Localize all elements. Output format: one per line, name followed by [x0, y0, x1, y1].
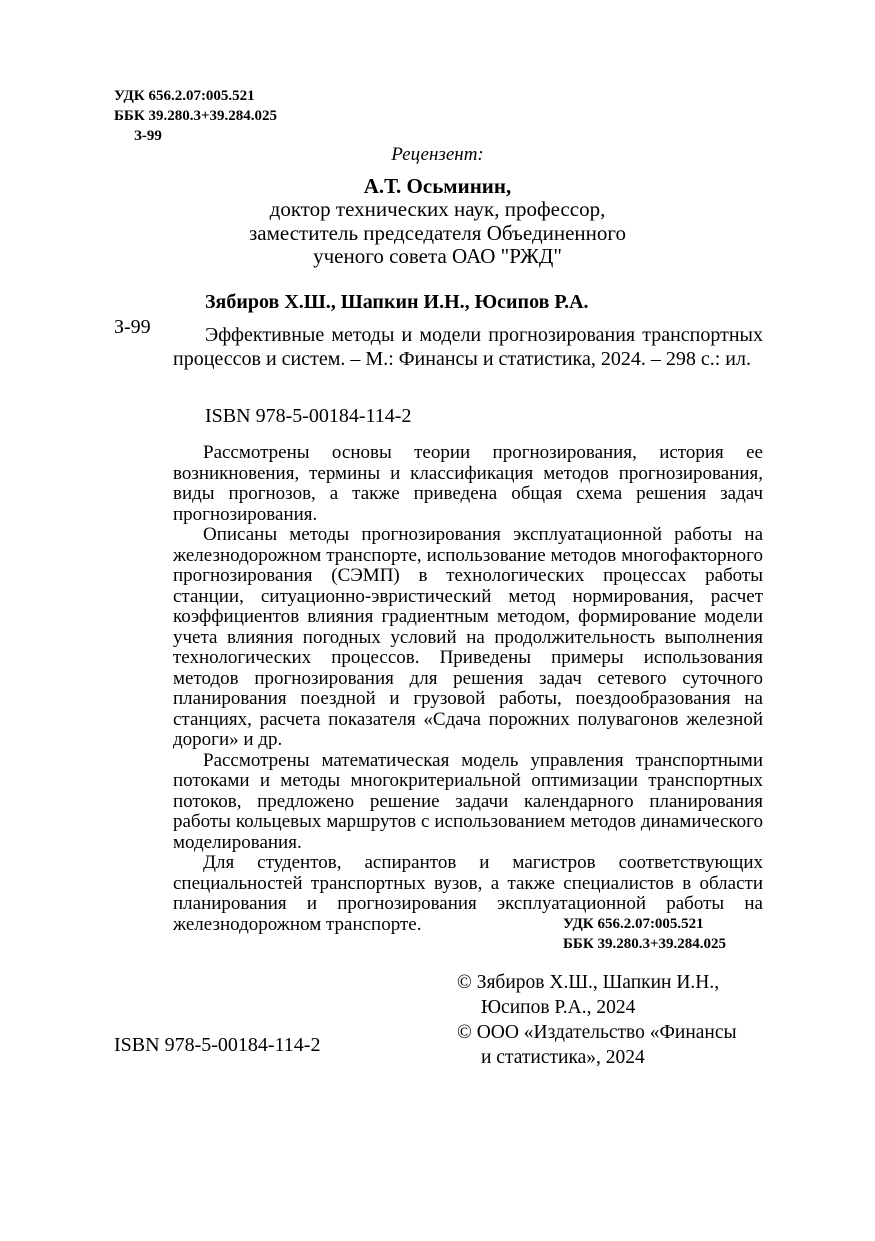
- reviewer-name: А.Т. Осьминин,: [363, 174, 512, 198]
- footer-bbk-code: ББК 39.280.3+39.284.025: [563, 936, 727, 952]
- catalog-authors: Зябиров Х.Ш., Шапкин И.Н., Юсипов Р.А.: [205, 291, 589, 313]
- footer-codes: [563, 914, 726, 954]
- catalog-mark: З-99: [114, 316, 151, 338]
- bbk-code: ББК 39.280.3+39.284.025: [114, 108, 278, 124]
- catalog-description: Эффективные методы и модели прогнозирования транспортных процессов и систем. – М.: Финансы и статистика, 2024. – 298 с.: ил.: [173, 324, 763, 370]
- reviewer-label: Рецензент:: [391, 144, 484, 165]
- annotation-paragraph: Рассмотрены математическая модель управления транспортными потоками и методы многокритериальной оптимизации транспортных потоков, предложено решение задачи календарного планирования работы кольцевых маршрутов с использованием методов динамического моделирования.: [173, 749, 763, 853]
- copyright-authors-cont: Юсипов Р.А., 2024: [481, 997, 636, 1018]
- copyright-block: [457, 970, 737, 1070]
- reviewer-line: ученого совета ОАО "РЖД": [313, 244, 562, 268]
- copyright-authors: © Зябиров Х.Ш., Шапкин И.Н.,: [457, 972, 720, 993]
- copyright-publisher: © ООО «Издательство «Финансы: [457, 1022, 737, 1043]
- annotation: [173, 443, 763, 935]
- annotation-paragraph: Для студентов, аспирантов и магистров соответствующих специальностей транспортных вузов, а также специалистов в области планирования и прогнозирования эксплуатационной работы на железнодорожном транспорте.: [173, 852, 763, 935]
- footer-udk-code: УДК 656.2.07:005.521: [563, 916, 704, 932]
- reviewer-credentials: [175, 198, 700, 269]
- catalog-isbn: ISBN 978-5-00184-114-2: [205, 405, 412, 427]
- reviewer-line: доктор технических наук, профессор,: [269, 197, 606, 221]
- udk-code: УДК 656.2.07:005.521: [114, 88, 255, 104]
- reviewer-line: заместитель председателя Объединенного: [248, 220, 626, 245]
- annotation-paragraph: Описаны методы прогнозирования эксплуатационной работы на железнодорожном транспорте, использование методов многофакторного прогнозирования (СЭМП) в технологических процессах работы станции, ситуационно-эвристический метод нормирования, расчет коэффициентов влияния градиентным методом, формирование модели учета влияния погодных условий на продолжительность выполнения технологических процессов. Приведены примеры использования методов прогнозирования для решения задач сетевого суточного планирования поездной и грузовой работы, поездообразования на станциях, расчета показателя «Сдача порожних полувагонов железной дороги» и др.: [173, 524, 763, 750]
- bottom-isbn: ISBN 978-5-00184-114-2: [114, 1034, 321, 1056]
- author-mark: З-99: [134, 128, 162, 144]
- header-codes: [114, 86, 277, 146]
- copyright-publisher-cont: и статистика», 2024: [481, 1047, 645, 1068]
- annotation-paragraph: Рассмотрены основы теории прогнозирования, история ее возникновения, термины и классификация методов прогнозирования, виды прогнозов, а также приведена общая схема решения задач прогнозирования.: [173, 442, 763, 525]
